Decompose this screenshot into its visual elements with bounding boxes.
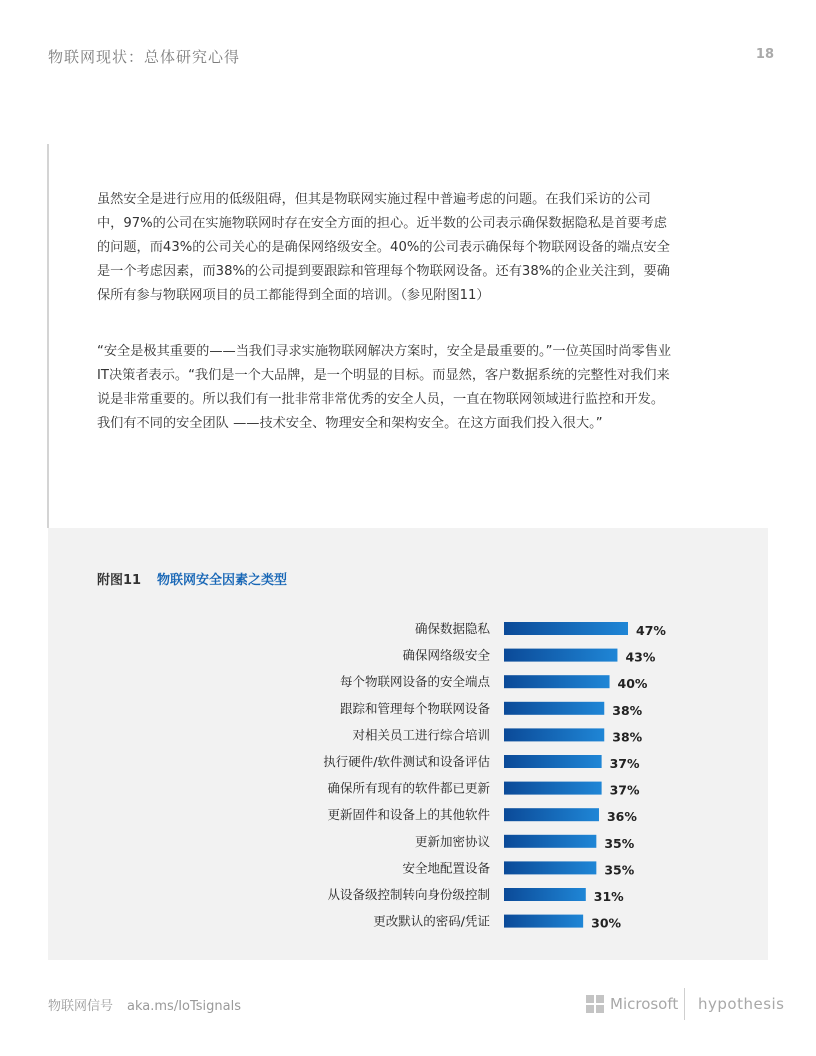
bar [504,888,586,901]
bar [504,728,604,741]
bar-category-label: 确保网络级安全 [402,647,490,663]
bar-value-label: 36% [606,809,637,825]
bar-category-label: 更改默认的密码/凭证 [373,913,490,929]
bar [504,782,602,795]
bar-category-label: 对相关员工进行综合培训 [352,727,490,743]
bar [504,702,604,715]
microsoft-logo [586,995,678,1013]
footer-url-link[interactable]: aka.ms/IoTsignals [127,999,242,1014]
bar-category-label: 确保所有现有的软件都已更新 [327,780,490,796]
figure-panel [48,528,768,960]
bar [504,915,583,928]
bar [504,622,628,635]
bar-value-label: 37% [609,756,640,771]
footer-source [48,995,241,1014]
footer-series-name: 物联网信号 [48,999,114,1014]
bar-category-label: 每个物联网设备的安全端点 [339,674,490,690]
bar-value-label: 43% [625,649,656,665]
hypothesis-wordmark: hypothesis [698,995,785,1013]
bar [504,649,617,662]
bar-category-label: 更新固件和设备上的其他软件 [327,807,490,823]
microsoft-wordmark: Microsoft [610,995,679,1013]
bar-chart [48,528,768,960]
bar-value-label: 38% [612,729,643,745]
body-paragraph-2: “安全是极其重要的——当我们寻求实施物联网解决方案时，安全是最重要的。”一位英国时尚零售业IT决策者表示。“我们是一个大品牌，是一个明显的目标。而显然，客户数据系统的完整性对我们来说是非常重要的。所以我们有一批非常非常优秀的安全人员，一直在物联网领域进行监控和开发。我们有不同的安全团队 ——技术安全、物理安全和架构安全。在这方面我们投入很大。” [97,344,672,431]
bar [504,675,610,688]
bar-value-label: 35% [604,835,635,851]
bar-category-label: 从设备级控制转向身份级控制 [327,887,490,902]
left-accent-rule [47,144,49,528]
page-number: 18 [755,47,774,62]
footer-divider [684,988,685,1020]
bar-value-label: 47% [636,623,666,638]
bar-value-label: 38% [612,702,643,718]
bar-value-label: 30% [591,915,622,931]
bar-category-label: 执行硬件/软件测试和设备评估 [323,754,490,769]
bar-category-label: 跟踪和管理每个物联网设备 [339,700,490,716]
bar-value-label: 31% [593,889,624,904]
bar-value-label: 37% [609,782,640,798]
bar-value-label: 35% [604,862,635,878]
bar [504,835,596,848]
body-paragraph-1: 虽然安全是进行应用的低级阻碍，但其是物联网实施过程中普遍考虑的问题。在我们采访的公司中，97%的公司在实施物联网时存在安全方面的担心。近半数的公司表示确保数据隐私是首要考虑的问题，而43%的公司关心的是确保网络级安全。40%的公司表示确保每个物联网设备的端点安全是一个考虑因素，而38%的公司提到要跟踪和管理每个物联网设备。还有38%的企业关注到，要确保所有参与物联网项目的员工都能得到全面的培训。（参见附图11） [97,192,670,303]
bar-category-label: 更新加密协议 [414,833,490,849]
page-header-title: 物联网现状：总体研究心得 [48,48,241,66]
bar [504,861,596,874]
microsoft-squares-icon [586,995,604,1013]
bar-category-label: 确保数据隐私 [414,621,490,636]
bar [504,808,599,821]
bar [504,755,602,768]
bar-value-label: 40% [617,676,648,692]
figure-title: 物联网安全因素之类型 [157,573,288,588]
bar-category-label: 安全地配置设备 [402,860,490,876]
figure-label: 附图11 [97,573,142,588]
